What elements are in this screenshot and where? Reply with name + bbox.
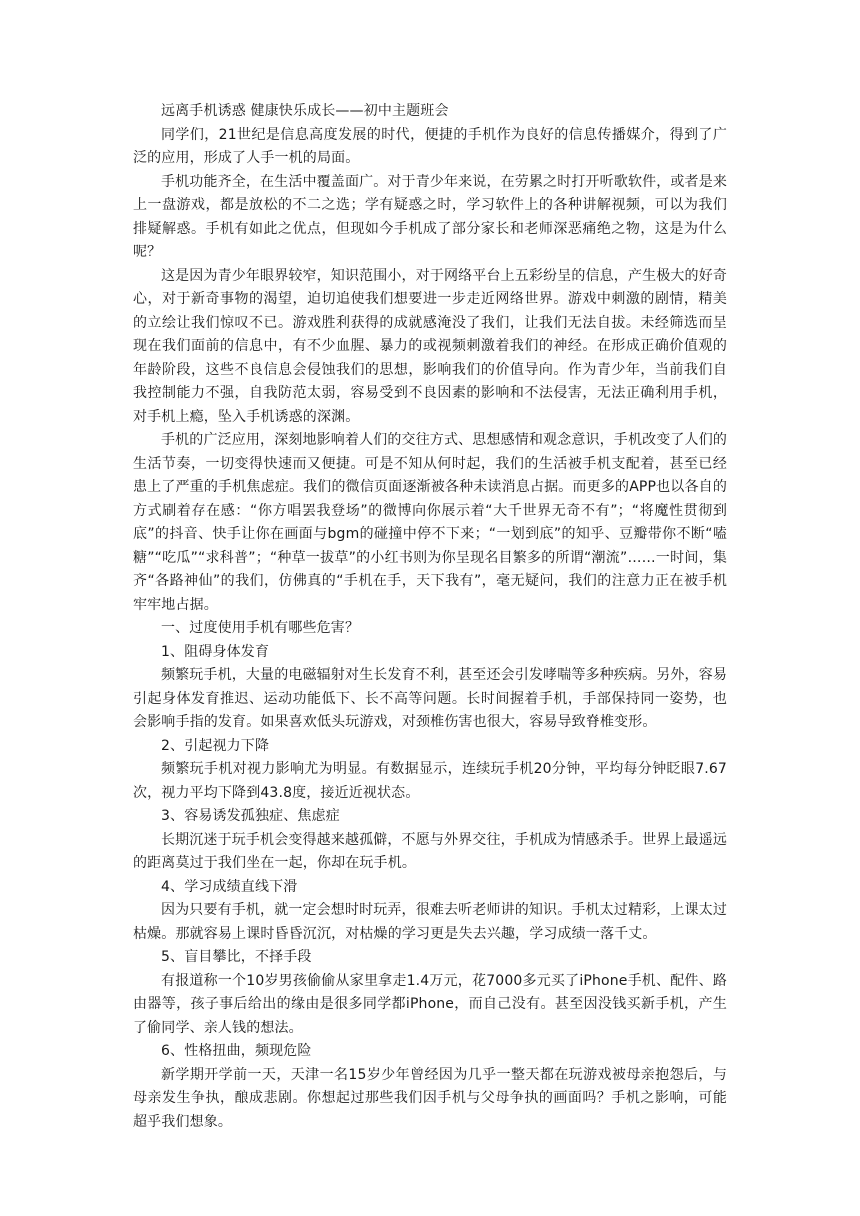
document-page: [133, 100, 727, 1134]
intro-paragraph: 同学们，21世纪是信息高度发展的时代，便捷的手机作为良好的信息传播媒介，得到了广泛的应用，形成了人手一机的局面。: [133, 126, 727, 166]
comparison-paragraph: 有报道称一个10岁男孩偷偷从家里拿走1.4万元，花7000多元买了iPhone手机、配件、路由器等，孩子事后给出的缘由是很多同学都iPhone，而自己没有。甚至因没钱买新手机，产生了偷同学、亲人钱的想法。: [133, 972, 727, 1036]
subheading-personality: 6、性格扭曲，频现危险: [161, 1043, 312, 1059]
loneliness-paragraph: 长期沉迷于玩手机会变得越来越孤僻，不愿与外界交往，手机成为情感杀手。世界上最遥远的距离莫过于我们坐在一起，你却在玩手机。: [133, 831, 727, 871]
document-title: 远离手机诱惑 健康快乐成长——初中主题班会: [161, 103, 449, 119]
subheading-comparison: 5、盲目攀比，不择手段: [161, 949, 312, 965]
section-heading-harms: 一、过度使用手机有哪些危害？: [161, 620, 360, 636]
phone-influence-paragraph: 手机的广泛应用，深刻地影响着人们的交往方式、思想感情和观念意识，手机改变了人们的生活节奏，一切变得快速而又便捷。可是不知从何时起，我们的生活被手机支配着，甚至已经患上了严重的手机焦虑症。我们的微信页面逐渐被各种未读消息占据。而更多的APP也以各自的方式刷着存在感：“你方唱罢我登场”的微博向你展示着“大千世界无奇不有”；“将魔性贯彻到底”的抖音、快手让你在画面与bgm的碰撞中停不下来；“一划到底”的知乎、豆瓣带你不断“嗑糖”“吃瓜”“求科普”；“种草一拔草”的小红书则为你呈现名目繁多的所谓“潮流”……一时间，集齐“各路神仙”的我们，仿佛真的“手机在手，天下我有”，毫无疑问，我们的注意力正在被手机牢牢地占据。: [133, 432, 727, 613]
subheading-body-development: 1、阻碍身体发育: [161, 643, 270, 660]
subheading-loneliness: 3、容易诱发孤独症、焦虑症: [161, 808, 340, 824]
subheading-vision: 2、引起视力下降: [161, 737, 270, 754]
reasons-paragraph: 这是因为青少年眼界较窄，知识范围小，对于网络平台上五彩纷呈的信息，产生极大的好奇心，对于新奇事物的渴望，迫切追使我们想要进一步走近网络世界。游戏中刺激的剧情，精美的立绘让我们惊叹不已。游戏胜利获得的成就感淹没了我们，让我们无法自拔。未经筛选而呈现在我们面前的信息中，有不少血腥、暴力的或视频刺激着我们的神经。在形成正确价值观的年龄阶段，这些不良信息会侵蚀我们的思想，影响我们的价值导向。作为青少年，当前我们自我控制能力不强，自我防范太弱，容易受到不良因素的影响和不法侵害，无法正确利用手机，对手机上瘾，坠入手机诱惑的深渊。: [133, 267, 727, 425]
subheading-grades: 4、学习成绩直线下滑: [161, 878, 298, 895]
grades-paragraph: 因为只要有手机，就一定会想时时玩弄，很难去听老师讲的知识。手机太过精彩，上课太过枯燥。那就容易上课时昏昏沉沉，对枯燥的学习更是失去兴趣，学习成绩一落千丈。: [133, 902, 727, 942]
personality-paragraph: 新学期开学前一天，天津一名15岁少年曾经因为几乎一整天都在玩游戏被母亲抱怨后，与母亲发生争执，酿成悲剧。你想起过那些我们因手机与父母争执的画面吗？手机之影响，可能超乎我们想象。: [133, 1066, 727, 1130]
phone-functions-paragraph: 手机功能齐全，在生活中覆盖面广。对于青少年来说，在劳累之时打开听歌软件，或者是来上一盘游戏，都是放松的不二之选；学有疑惑之时，学习软件上的各种讲解视频，可以为我们排疑解惑。手机有如此之优点，但现如今手机成了部分家长和老师深恶痛绝之物，这是为什么呢？: [133, 173, 727, 260]
body-development-paragraph: 频繁玩手机，大量的电磁辐射对生长发育不利，甚至还会引发哮喘等多种疾病。另外，容易引起身体发育推迟、运动功能低下、长不高等问题。长时间握着手机，手部保持同一姿势，也会影响手指的发育。如果喜欢低头玩游戏，对颈椎伤害也很大，容易导致脊椎变形。: [133, 667, 727, 730]
vision-paragraph: 频繁玩手机对视力影响尤为明显。有数据显示，连续玩手机20分钟，平均每分钟眨眼7.67次，视力平均下降到43.8度，接近近视状态。: [133, 761, 727, 801]
